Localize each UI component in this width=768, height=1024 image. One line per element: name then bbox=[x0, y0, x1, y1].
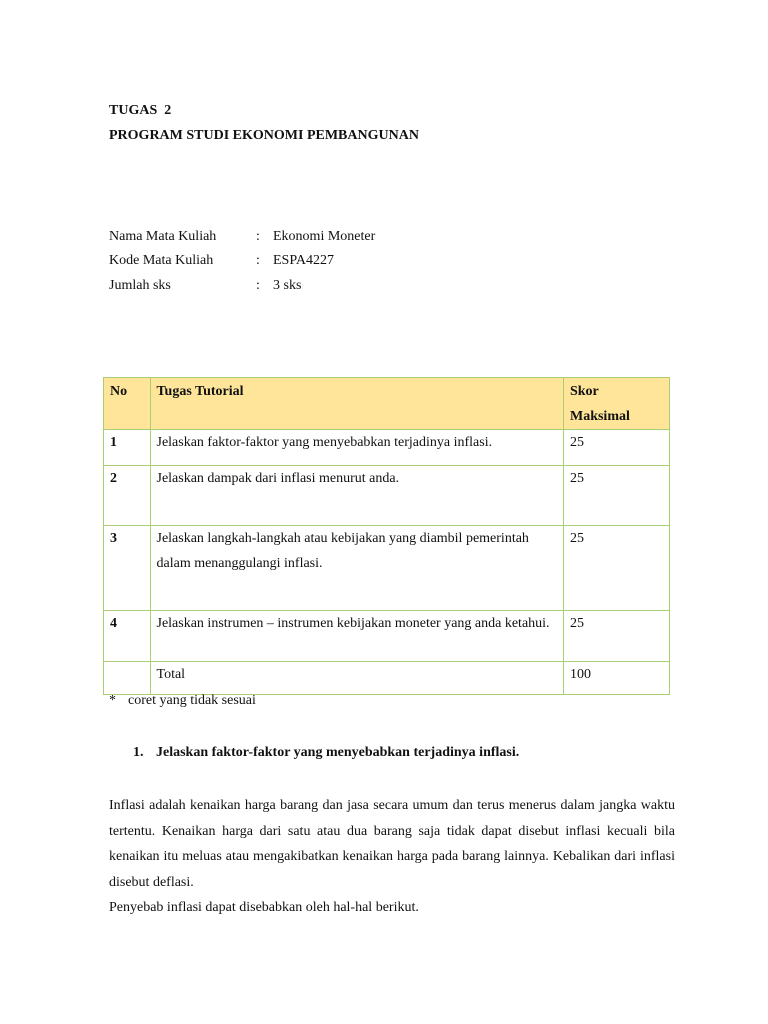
row-score: 25 bbox=[563, 430, 669, 466]
total-score: 100 bbox=[563, 662, 669, 695]
footnote-text: coret yang tidak sesuai bbox=[128, 693, 256, 708]
answer-paragraph: Inflasi adalah kenaikan harga barang dan jasa secara umum dan terus menerus dalam jangka waktu tertentu. Kenaikan harga dari satu atau dua barang saja tidak dapat disebut inflasi kecuali bila kenaikan itu meluas atau mengakibatkan kenaikan harga pada barang lainnya. Kebalikan dari inflasi disebut deflasi. bbox=[109, 798, 675, 890]
info-colon: : bbox=[256, 229, 260, 244]
row-score: 25 bbox=[563, 611, 669, 662]
table-row bbox=[104, 611, 670, 662]
table-total-row bbox=[104, 662, 670, 695]
table-row bbox=[104, 526, 670, 611]
footnote-marker: * bbox=[109, 693, 116, 708]
row-score: 25 bbox=[563, 466, 669, 526]
program-title: PROGRAM STUDI EKONOMI PEMBANGUNAN bbox=[109, 128, 419, 143]
info-value: ESPA4227 bbox=[273, 253, 334, 268]
info-value: Ekonomi Moneter bbox=[273, 229, 376, 244]
row-task: Jelaskan dampak dari inflasi menurut anda. bbox=[150, 466, 563, 526]
total-no-cell bbox=[104, 662, 151, 695]
info-value: 3 sks bbox=[273, 278, 302, 293]
answer-body bbox=[109, 793, 675, 921]
question-heading bbox=[133, 745, 519, 761]
table-row bbox=[104, 430, 670, 466]
row-number: 2 bbox=[104, 466, 151, 526]
row-number: 3 bbox=[104, 526, 151, 611]
row-task: Jelaskan langkah-langkah atau kebijakan yang diambil pemerintah dalam menanggulangi inflasi. bbox=[150, 526, 563, 611]
answer-paragraph: Penyebab inflasi dapat disebabkan oleh hal-hal berikut. bbox=[109, 900, 419, 915]
row-score: 25 bbox=[563, 526, 669, 611]
question-number: 1. bbox=[133, 745, 144, 760]
table-header-row bbox=[104, 378, 670, 430]
row-task: Jelaskan faktor-faktor yang menyebabkan terjadinya inflasi. bbox=[150, 430, 563, 466]
info-colon: : bbox=[256, 253, 260, 268]
row-number: 4 bbox=[104, 611, 151, 662]
info-label: Nama Mata Kuliah bbox=[109, 229, 217, 244]
header-task: Tugas Tutorial bbox=[150, 378, 563, 430]
question-text: Jelaskan faktor-faktor yang menyebabkan terjadinya inflasi. bbox=[156, 745, 520, 760]
info-label: Jumlah sks bbox=[109, 278, 171, 293]
row-task: Jelaskan instrumen – instrumen kebijakan moneter yang anda ketahui. bbox=[150, 611, 563, 662]
total-label: Total bbox=[150, 662, 563, 695]
info-label: Kode Mata Kuliah bbox=[109, 253, 214, 268]
header-score-line2: Maksimal bbox=[569, 409, 630, 424]
header-no: No bbox=[104, 378, 151, 430]
info-colon: : bbox=[256, 278, 260, 293]
header-score-line1: Skor bbox=[569, 384, 599, 399]
assignment-title: TUGAS 2 bbox=[109, 103, 172, 118]
table-row bbox=[104, 466, 670, 526]
row-number: 1 bbox=[104, 430, 151, 466]
footnote bbox=[109, 693, 256, 709]
task-table bbox=[103, 377, 670, 695]
header-score bbox=[563, 378, 669, 430]
